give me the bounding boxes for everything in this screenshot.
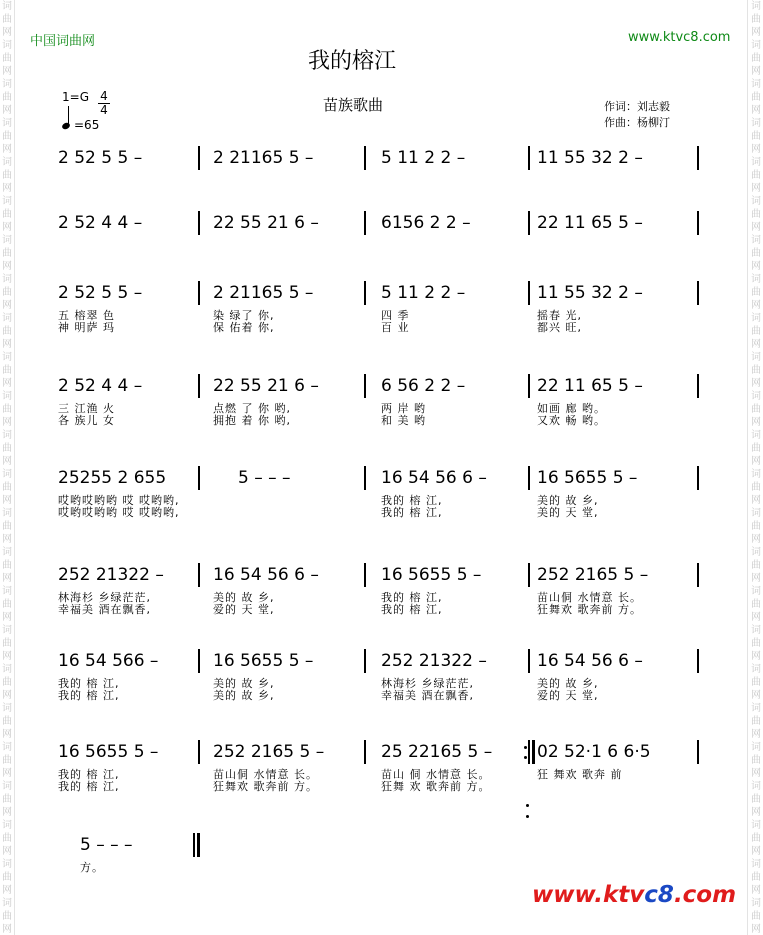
lyric-verse-2: 又欢 畅 哟。 — [537, 414, 606, 427]
watermark-char: 网 — [2, 105, 12, 116]
watermark-char: 词 — [751, 313, 761, 324]
left-watermark — [0, 0, 14, 935]
lyricist-credit: 作词：刘志毅 — [604, 100, 670, 113]
bar-line — [697, 374, 699, 398]
watermark-char: 网 — [2, 261, 12, 272]
watermark-char: 曲 — [751, 326, 761, 337]
watermark-char: 曲 — [751, 92, 761, 103]
watermark-char: 网 — [2, 495, 12, 506]
lyric-verse-1: 两 岸 哟 — [381, 402, 426, 415]
logo-part-3: .com — [673, 882, 737, 908]
watermark-char: 网 — [2, 378, 12, 389]
bar-line — [364, 740, 366, 764]
watermark-char: 词 — [751, 547, 761, 558]
watermark-char: 曲 — [751, 287, 761, 298]
watermark-char: 曲 — [751, 53, 761, 64]
lyric-verse-2: 我的 榕 江, — [381, 506, 443, 519]
bar-line — [697, 211, 699, 235]
lyric-verse-2: 狂舞欢 歌奔前 方。 — [537, 603, 642, 616]
watermark-char: 网 — [751, 768, 761, 779]
watermark-char: 曲 — [2, 521, 12, 532]
bar-line — [364, 146, 366, 170]
watermark-char: 曲 — [2, 794, 12, 805]
watermark-char: 词 — [751, 235, 761, 246]
watermark-char: 网 — [751, 300, 761, 311]
watermark-char: 网 — [2, 729, 12, 740]
bar-line — [697, 146, 699, 170]
lyric-verse-1: 染 绿了 你, — [213, 309, 275, 322]
watermark-char: 网 — [751, 651, 761, 662]
watermark-char: 网 — [2, 222, 12, 233]
lyric-verse-1: 美的 故 乡, — [213, 677, 275, 690]
watermark-char: 曲 — [2, 365, 12, 376]
watermark-char: 曲 — [751, 209, 761, 220]
measure-notes: 6156 2 2 – — [381, 213, 471, 233]
measure-notes: 252 21322 – — [381, 651, 487, 671]
lyric-verse-1: 四 季 — [381, 309, 410, 322]
watermark-char: 曲 — [2, 482, 12, 493]
lyric-verse-2: 哎哟哎哟哟 哎 哎哟哟, — [58, 506, 180, 519]
watermark-char: 网 — [2, 612, 12, 623]
watermark-char: 网 — [751, 534, 761, 545]
measure-notes: 2 21165 5 – — [213, 283, 314, 303]
watermark-char: 曲 — [751, 404, 761, 415]
bar-line — [528, 374, 530, 398]
bar-line — [697, 563, 699, 587]
watermark-char: 曲 — [751, 560, 761, 571]
measure-notes: 5 11 2 2 – — [381, 283, 466, 303]
measure-notes: 02 52·1 6 6·5 — [537, 742, 651, 762]
measure-notes: 22 11 65 5 – — [537, 376, 643, 396]
measure-notes: 22 11 65 5 – — [537, 213, 643, 233]
watermark-char: 词 — [2, 352, 12, 363]
watermark-char: 词 — [2, 79, 12, 90]
measure-notes: 11 55 32 2 – — [537, 148, 643, 168]
watermark-char: 曲 — [2, 53, 12, 64]
watermark-char: 词 — [751, 820, 761, 831]
watermark-char: 网 — [2, 534, 12, 545]
lyric-verse-2: 各 族儿 女 — [58, 414, 115, 427]
watermark-char: 网 — [2, 144, 12, 155]
lyric-verse-2: 狂舞 欢 歌奔前 方。 — [381, 780, 491, 793]
watermark-char: 曲 — [751, 794, 761, 805]
watermark-char: 网 — [751, 339, 761, 350]
bar-line — [198, 740, 200, 764]
watermark-char: 曲 — [2, 677, 12, 688]
watermark-char: 网 — [751, 261, 761, 272]
watermark-char: 曲 — [751, 365, 761, 376]
lyric-verse-2: 爱的 天 堂, — [213, 603, 275, 616]
watermark-char: 词 — [751, 469, 761, 480]
watermark-char: 词 — [2, 274, 12, 285]
measure-notes: 252 2165 5 – — [537, 565, 649, 585]
repeat-dot — [526, 815, 529, 818]
watermark-char: 曲 — [2, 872, 12, 883]
bar-line — [528, 649, 530, 673]
watermark-char: 词 — [2, 703, 12, 714]
song-subtitle: 苗族歌曲 — [323, 96, 384, 114]
watermark-char: 曲 — [2, 209, 12, 220]
watermark-char: 网 — [751, 417, 761, 428]
bar-line — [198, 649, 200, 673]
watermark-char: 词 — [2, 391, 12, 402]
watermark-char: 网 — [751, 612, 761, 623]
watermark-char: 网 — [2, 339, 12, 350]
key-signature: 1=G — [62, 90, 89, 104]
watermark-char: 词 — [2, 40, 12, 51]
bar-line — [528, 563, 530, 587]
watermark-char: 曲 — [751, 677, 761, 688]
lyric-verse-1: 美的 故 乡, — [537, 677, 599, 690]
watermark-char: 网 — [751, 690, 761, 701]
final-bar-thin — [193, 833, 195, 857]
watermark-char: 词 — [751, 430, 761, 441]
watermark-char: 词 — [2, 859, 12, 870]
lyric-verse-2: 我的 榕 江, — [58, 689, 120, 702]
watermark-char: 网 — [751, 105, 761, 116]
bar-line — [198, 146, 200, 170]
lyric-verse-1: 如画 廊 哟。 — [537, 402, 606, 415]
watermark-char: 曲 — [2, 716, 12, 727]
watermark-char: 网 — [751, 924, 761, 935]
watermark-char: 曲 — [2, 560, 12, 571]
repeat-dot — [524, 756, 527, 759]
bar-line — [528, 211, 530, 235]
measure-notes: 5 – – – — [80, 835, 133, 855]
lyric-verse-2: 神 明萨 玛 — [58, 321, 115, 334]
watermark-char: 曲 — [751, 170, 761, 181]
measure-notes: 16 5655 5 – — [213, 651, 314, 671]
watermark-char: 网 — [2, 807, 12, 818]
watermark-char: 曲 — [751, 638, 761, 649]
watermark-char: 网 — [751, 573, 761, 584]
watermark-char: 曲 — [2, 287, 12, 298]
watermark-char: 网 — [751, 66, 761, 77]
measure-notes: 6 56 2 2 – — [381, 376, 466, 396]
lyric-verse-2: 拥抱 着 你 哟, — [213, 414, 291, 427]
site-logo[interactable] — [532, 882, 736, 908]
watermark-char: 词 — [2, 235, 12, 246]
measure-notes: 5 – – – — [238, 468, 291, 488]
watermark-char: 网 — [751, 846, 761, 857]
watermark-char: 曲 — [2, 326, 12, 337]
lyric-verse-2: 狂舞欢 歌奔前 方。 — [213, 780, 318, 793]
repeat-dot — [524, 746, 527, 749]
bar-line — [528, 146, 530, 170]
bar-line — [198, 563, 200, 587]
watermark-char: 词 — [751, 742, 761, 753]
watermark-char: 词 — [751, 196, 761, 207]
watermark-char: 网 — [751, 144, 761, 155]
watermark-char: 词 — [751, 664, 761, 675]
watermark-char: 曲 — [751, 833, 761, 844]
watermark-char: 词 — [2, 118, 12, 129]
watermark-char: 曲 — [751, 443, 761, 454]
lyric-verse-1: 方。 — [80, 861, 104, 874]
watermark-char: 曲 — [2, 443, 12, 454]
bar-line — [364, 281, 366, 305]
watermark-char: 词 — [2, 586, 12, 597]
watermark-char: 网 — [2, 300, 12, 311]
watermark-char: 词 — [2, 547, 12, 558]
bar-line — [364, 374, 366, 398]
repeat-bar-thin — [528, 740, 530, 764]
watermark-char: 曲 — [2, 131, 12, 142]
tempo-marking: =65 — [74, 118, 100, 132]
measure-notes: 16 54 56 6 – — [213, 565, 319, 585]
lyric-verse-2: 爱的 天 堂, — [537, 689, 599, 702]
watermark-char: 网 — [751, 27, 761, 38]
watermark-char: 网 — [751, 183, 761, 194]
lyric-verse-1: 林海杉 乡绿茫茫, — [58, 591, 151, 604]
lyric-verse-1: 美的 故 乡, — [213, 591, 275, 604]
watermark-char: 词 — [751, 157, 761, 168]
watermark-char: 曲 — [751, 911, 761, 922]
bar-line — [697, 466, 699, 490]
watermark-char: 曲 — [2, 638, 12, 649]
watermark-char: 词 — [2, 625, 12, 636]
measure-notes: 25255 2 655 — [58, 468, 167, 488]
bar-line — [198, 466, 200, 490]
watermark-char: 网 — [2, 66, 12, 77]
watermark-char: 网 — [2, 924, 12, 935]
watermark-char: 网 — [751, 807, 761, 818]
watermark-char: 词 — [751, 586, 761, 597]
logo-part-2: c8 — [644, 882, 674, 908]
right-watermark — [749, 0, 763, 935]
lyric-verse-2: 我的 榕 江, — [381, 603, 443, 616]
measure-notes: 2 21165 5 – — [213, 148, 314, 168]
watermark-char: 曲 — [2, 599, 12, 610]
watermark-char: 曲 — [2, 911, 12, 922]
lyric-verse-1: 苗山侗 水情意 长。 — [537, 591, 642, 604]
watermark-char: 网 — [751, 222, 761, 233]
watermark-char: 网 — [751, 456, 761, 467]
watermark-char: 网 — [2, 417, 12, 428]
bar-line — [198, 374, 200, 398]
lyric-verse-2: 美的 故 乡, — [213, 689, 275, 702]
bar-line — [528, 281, 530, 305]
lyric-verse-2: 我的 榕 江, — [58, 780, 120, 793]
lyric-verse-2: 保 佑着 你, — [213, 321, 275, 334]
lyric-verse-1: 我的 榕 江, — [381, 591, 443, 604]
lyric-verse-1: 点燃 了 你 哟, — [213, 402, 291, 415]
watermark-char: 曲 — [2, 92, 12, 103]
watermark-char: 词 — [751, 508, 761, 519]
watermark-char: 网 — [2, 768, 12, 779]
watermark-char: 曲 — [751, 131, 761, 142]
watermark-char: 词 — [751, 391, 761, 402]
site-name[interactable]: 中国词曲网 — [30, 34, 96, 49]
watermark-char: 曲 — [751, 248, 761, 259]
measure-notes: 16 54 566 – — [58, 651, 159, 671]
bar-line — [697, 740, 699, 764]
watermark-char: 词 — [2, 664, 12, 675]
lyric-verse-1: 我的 榕 江, — [381, 494, 443, 507]
site-url[interactable]: www.ktvc8.com — [628, 30, 731, 45]
watermark-char: 词 — [751, 625, 761, 636]
watermark-char: 网 — [2, 27, 12, 38]
watermark-char: 曲 — [2, 248, 12, 259]
time-numerator: 4 — [100, 89, 108, 103]
lyric-verse-1: 美的 故 乡, — [537, 494, 599, 507]
lyric-verse-1: 我的 榕 江, — [58, 677, 120, 690]
lyric-verse-2: 都兴 旺, — [537, 321, 582, 334]
watermark-char: 网 — [2, 183, 12, 194]
watermark-char: 词 — [751, 118, 761, 129]
song-title: 我的榕江 — [308, 49, 397, 74]
lyric-verse-1: 五 榕翠 色 — [58, 309, 115, 322]
watermark-char: 词 — [751, 352, 761, 363]
watermark-char: 网 — [2, 885, 12, 896]
final-bar-thick — [197, 833, 200, 857]
bar-line — [697, 281, 699, 305]
measure-notes: 16 54 56 6 – — [537, 651, 643, 671]
watermark-char: 曲 — [751, 755, 761, 766]
lyric-verse-1: 我的 榕 江, — [58, 768, 120, 781]
watermark-char: 曲 — [2, 170, 12, 181]
lyric-verse-2: 和 美 哟 — [381, 414, 426, 427]
lyric-verse-2: 美的 天 堂, — [537, 506, 599, 519]
watermark-char: 词 — [2, 196, 12, 207]
repeat-dot — [526, 804, 529, 807]
watermark-char: 词 — [2, 313, 12, 324]
watermark-char: 网 — [2, 456, 12, 467]
watermark-char: 曲 — [751, 521, 761, 532]
time-denominator: 4 — [100, 103, 108, 117]
measure-notes: 25 22165 5 – — [381, 742, 493, 762]
watermark-char: 曲 — [751, 716, 761, 727]
watermark-char: 曲 — [2, 755, 12, 766]
watermark-char: 词 — [751, 781, 761, 792]
watermark-char: 曲 — [751, 599, 761, 610]
watermark-char: 曲 — [2, 404, 12, 415]
lyric-verse-1: 摇春 光, — [537, 309, 582, 322]
bar-line — [364, 563, 366, 587]
watermark-char: 词 — [751, 703, 761, 714]
lyric-verse-2: 百 业 — [381, 321, 410, 334]
watermark-char: 词 — [2, 1, 12, 12]
watermark-char: 词 — [751, 274, 761, 285]
watermark-char: 词 — [751, 1, 761, 12]
watermark-char: 网 — [2, 573, 12, 584]
watermark-char: 词 — [2, 469, 12, 480]
bar-line — [528, 466, 530, 490]
logo-part-1: www.ktv — [532, 882, 645, 908]
watermark-char: 网 — [751, 495, 761, 506]
watermark-char: 词 — [751, 898, 761, 909]
watermark-char: 曲 — [751, 14, 761, 25]
bar-line — [198, 281, 200, 305]
watermark-char: 曲 — [2, 14, 12, 25]
lyric-verse-1: 林海杉 乡绿茫茫, — [381, 677, 474, 690]
lyric-verse-1: 狂 舞欢 歌奔 前 — [537, 768, 623, 781]
measure-notes: 2 52 5 5 – — [58, 283, 143, 303]
watermark-char: 词 — [751, 859, 761, 870]
watermark-char: 词 — [2, 430, 12, 441]
watermark-char: 词 — [2, 820, 12, 831]
bar-line — [198, 211, 200, 235]
watermark-char: 曲 — [751, 872, 761, 883]
measure-notes: 252 21322 – — [58, 565, 164, 585]
watermark-char: 词 — [751, 40, 761, 51]
measure-notes: 22 55 21 6 – — [213, 213, 319, 233]
measure-notes: 16 5655 5 – — [58, 742, 159, 762]
measure-notes: 5 11 2 2 – — [381, 148, 466, 168]
lyric-verse-1: 哎哟哎哟哟 哎 哎哟哟, — [58, 494, 180, 507]
watermark-char: 网 — [751, 729, 761, 740]
composer-credit: 作曲：杨柳汀 — [604, 116, 670, 129]
measure-notes: 16 5655 5 – — [381, 565, 482, 585]
measure-notes: 2 52 5 5 – — [58, 148, 143, 168]
measure-notes: 252 2165 5 – — [213, 742, 325, 762]
watermark-char: 网 — [2, 846, 12, 857]
lyric-verse-2: 幸福美 酒在飘香, — [58, 603, 151, 616]
watermark-char: 网 — [2, 651, 12, 662]
watermark-char: 词 — [2, 157, 12, 168]
lyric-verse-2: 幸福美 酒在飘香, — [381, 689, 474, 702]
bar-line — [364, 649, 366, 673]
watermark-char: 词 — [2, 742, 12, 753]
bar-line — [697, 649, 699, 673]
watermark-char: 词 — [2, 508, 12, 519]
bar-line — [364, 211, 366, 235]
watermark-char: 词 — [751, 79, 761, 90]
watermark-char: 曲 — [751, 482, 761, 493]
watermark-char: 网 — [751, 378, 761, 389]
measure-notes: 2 52 4 4 – — [58, 213, 143, 233]
bar-line — [364, 466, 366, 490]
measure-notes: 11 55 32 2 – — [537, 283, 643, 303]
measure-notes: 22 55 21 6 – — [213, 376, 319, 396]
watermark-char: 曲 — [2, 833, 12, 844]
watermark-char: 词 — [2, 898, 12, 909]
watermark-char: 词 — [2, 781, 12, 792]
lyric-verse-1: 苗山侗 水情意 长。 — [213, 768, 318, 781]
lyric-verse-1: 苗山 侗 水情意 长。 — [381, 768, 491, 781]
measure-notes: 16 54 56 6 – — [381, 468, 487, 488]
repeat-bar-thick — [532, 740, 535, 764]
measure-notes: 16 5655 5 – — [537, 468, 638, 488]
watermark-char: 网 — [2, 690, 12, 701]
watermark-char: 网 — [751, 885, 761, 896]
lyric-verse-1: 三 江渔 火 — [58, 402, 115, 415]
measure-notes: 2 52 4 4 – — [58, 376, 143, 396]
